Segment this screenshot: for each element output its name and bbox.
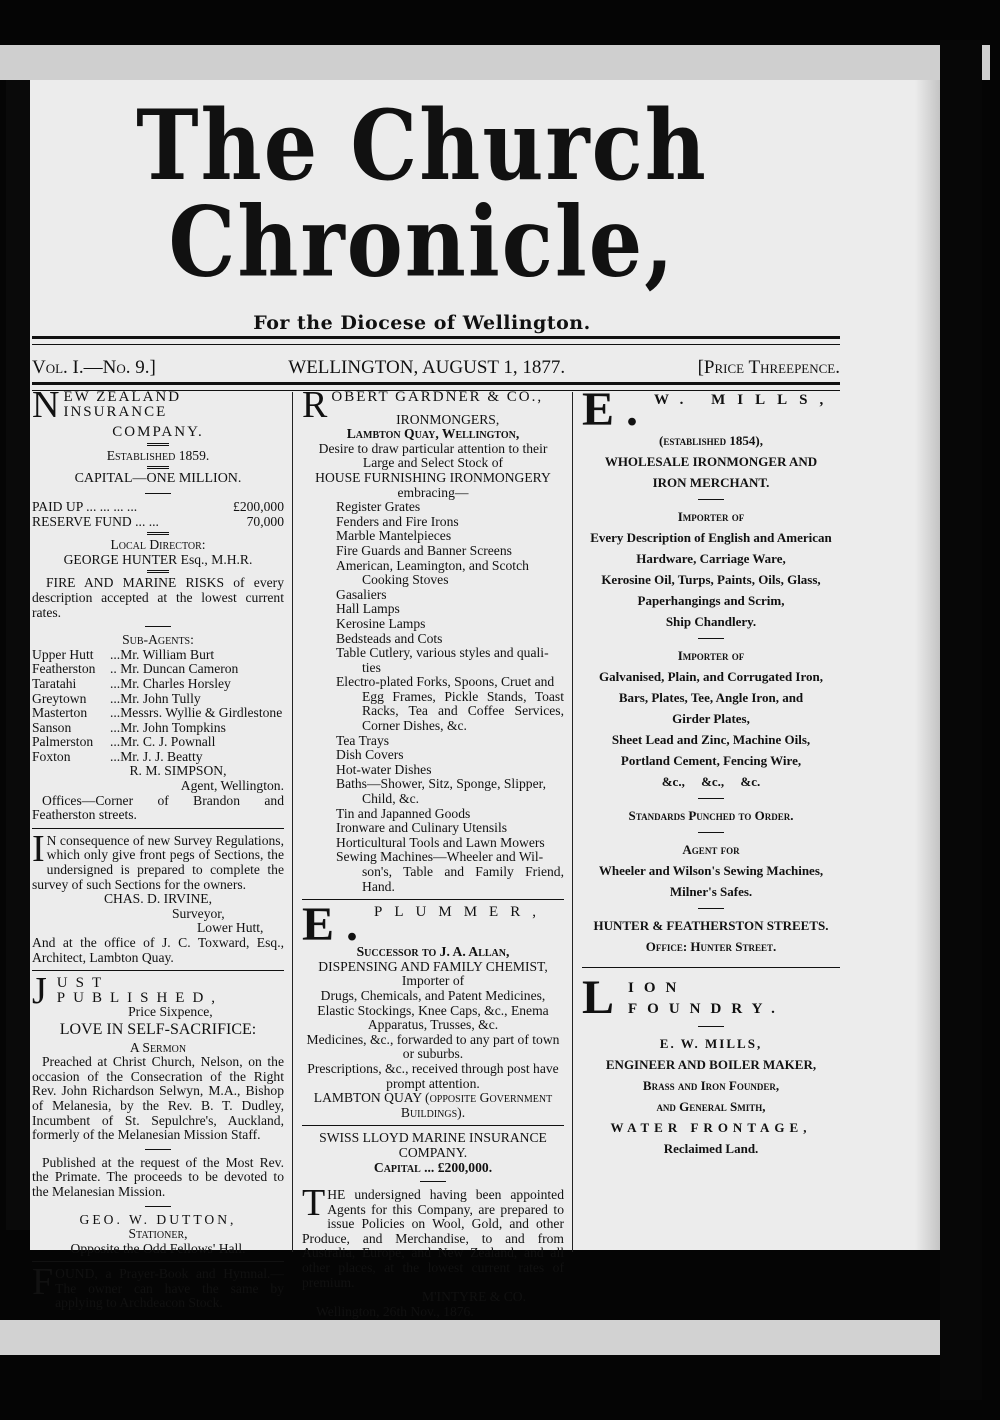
dateline [32,357,840,379]
ad-swiss-lloyd: SWISS LLOYD MARINE INSURANCE COMPANY. Capital ... £200,000. THE undersigned having been appointed Agents for this Company, are prepared to issue Policies on Wool, Gold, and other Produce, and Merchandise, to and from Australia, Europe, and New Zealand, and all other places, at the lowest current rates of premium. M'INTYRE & CO. Wellington, 26th Nov., 1876. [302,1130,564,1319]
ad-nz-insurance: NEW ZEALAND INSURANCE COMPANY. Established 1859. CAPITAL—ONE MILLION. PAID UP ... ... ... ... £200,000 RESERVE FUND ... ... 70,000 Local Director: GEORGE HUNTER Esq., M.H.R. FIRE AND MARINE RISKS of every description accepted at the lowest current rates. Sub-Agents: Upper Hutt ...Mr. William Burt Featherston .. Mr. Duncan Cameron Taratahi ...Mr. Charles Horsley Greytown ...Mr. John Tully Masterton ...Messrs. Wyllie & Girdlestone Sanson ...Mr. John Tompkins Palmerston ...Mr. C. J. Pownall Foxton ...Mr. J. J. Beatty R. M. SIMPSON, Agent, Wellington. Offices—Corner of Brandon and Featherston streets. [32,384,284,823]
sub-agents-list: Upper Hutt ...Mr. William Burt Featherston .. Mr. Duncan Cameron Taratahi ...Mr. Charles Horsley Greytown ...Mr. John Tully Masterton ...Messrs. Wyllie & Girdlestone Sanson ...Mr. John Tompkins Palmerston ...Mr. C. J. Pownall Foxton ...Mr. J. J. Beatty [32,646,283,764]
price: [Price Threepence. [697,357,840,378]
column-divider [292,392,293,1252]
stock-list: Register Grates Fenders and Fire Irons Marble Mantelpieces Fire Guards and Banner Screens American, Leamington, and Scotch Cooking Stoves Gasaliers Hall Lamps Kerosine Lamps Bedsteads and Cots Table Cutlery, various styles and quali- ties Electro-plated Forks, Spoons, Cruet and Egg Frames, Pickle Stands, Toast Racks, Tea and Coffee Services, Corner Dishes, &c. Tea Trays Dish Covers Hot-water Dishes Baths—Shower, Sitz, Sponge, Slipper, Child, &c. Tin and Japanned Goods Ironware and Culinary Utensils Horticultural Tools and Lawn Mowers Sewing Machines—Wheeler and Wil- son's, Table and Family Friend, Hand. [336,499,564,894]
column-1 [32,384,284,1311]
scan-border-left [6,80,30,1230]
ad-robert-gardner: ROBERT GARDNER & CO., IRONMONGERS, Lambton Quay, Wellington, Desire to draw particular attention to their Large and Select Stock of HOUSE FURNISHING IRONMONGERY embracing— Register Grates Fenders and Fire Irons Marble Mantelpieces Fire Guards and Banner Screens American, Leamington, and Scotch Cooking Stoves Gasaliers Hall Lamps Kerosine Lamps Bedsteads and Cots Table Cutlery, various styles and quali- ties Electro-plated Forks, Spoons, Cruet and Egg Frames, Pickle Stands, Toast Racks, Tea and Coffee Services, Corner Dishes, &c. Tea Trays Dish Covers Hot-water Dishes Baths—Shower, Sitz, Sponge, Slipper, Child, &c. Tin and Japanned Goods Ironware and Culinary Utensils Horticultural Tools and Lawn Mowers Sewing Machines—Wheeler and Wil- son's, Table and Family Friend, Hand. [302,384,564,894]
newspaper-title: The Church Chronicle, [136,88,708,299]
scan-border-bottom [0,1320,940,1355]
ad-just-published: JUST PUBLISHED, Price Sixpence, LOVE IN SELF-SACRIFICE: A Sermon Preached at Christ Church, Nelson, on the occasion of the Consecration of the Right Rev. John Richardson Selwyn, M.A., Bishop of Melanesia, by the Rev. B. T. Dudley, Incumbent of St. Sepulchre's, Auckland, formerly of the Melanesian Mission Staff. Published at the request of the Most Rev. the Primate. The proceeds to be devoted to the Melanesian Mission. GEO. W. DUTTON, Stationer, Opposite the Odd Fellows' Hall. [32,970,284,1256]
column-2 [302,384,564,1319]
column-divider [572,392,573,1252]
ad-ew-mills: E. W. MILLS, (established 1854), WHOLESALE IRONMONGER AND IRON MERCHANT. Importer of Every Description of English and American Hardware, Carriage Ware, Kerosine Oil, Turps, Paints, Oils, Glass, Paperhangings and Scrim, Ship Chandlery. Importer of Galvanised, Plain, and Corrugated Iron, Bars, Plates, Tee, Angle Iron, and Girder Plates, Sheet Lead and Zinc, Machine Oils, Portland Cement, Fencing Wire, &c., &c., &c. Standards Punched to Order. Agent for Wheeler and Wilson's Sewing Machines, Milner's Safes. HUNTER & FEATHERSTON STREETS. Office: Hunter Street. [582,383,836,954]
rule-top [32,336,840,345]
masthead [32,88,812,334]
ad-plummer: E. PLUMMER, Successor to J. A. Allan, DISPENSING AND FAMILY CHEMIST, Importer of Drugs, Chemicals, and Patent Medicines, Elastic Stockings, Knee Caps, &c., Enema Apparatus, Trusses, &c. Medicines, &c., forwarded to any part of town or suburbs. Prescriptions, &c., received through post have prompt attention. LAMBTON QUAY (opposite Government Buildings). [302,898,560,1120]
ad-survey: I N consequence of new Survey Regulations, which only give front pegs of Sections, the undersigned is prepared to complete the survey of such Sections for the owners. CHAS. D. IRVINE, Surveyor, Lower Hutt, And at the office of J. C. Toxward, Esq., Architect, Lambton Quay. [32,827,284,965]
ad-lion-foundry: LION FOUNDRY. E. W. MILLS, ENGINEER AND BOILER MAKER, Brass and Iron Founder, and General Smith, WATER FRONTAGE, Reclaimed Land. [582,971,817,1156]
place-date: WELLINGTON, AUGUST 1, 1877. [288,357,566,378]
ad-found: FOUND, a Prayer-Book and Hymnal.—The owner can have the same by applying to Archdeacon Stock. [32,1261,284,1311]
scan-border-top [0,45,990,80]
newspaper-subtitle: For the Diocese of Wellington. [253,312,591,334]
volume-number: Vol. I.—No. 9.] [32,357,156,378]
column-3 [582,383,840,1159]
scan-border-right [940,40,982,1400]
